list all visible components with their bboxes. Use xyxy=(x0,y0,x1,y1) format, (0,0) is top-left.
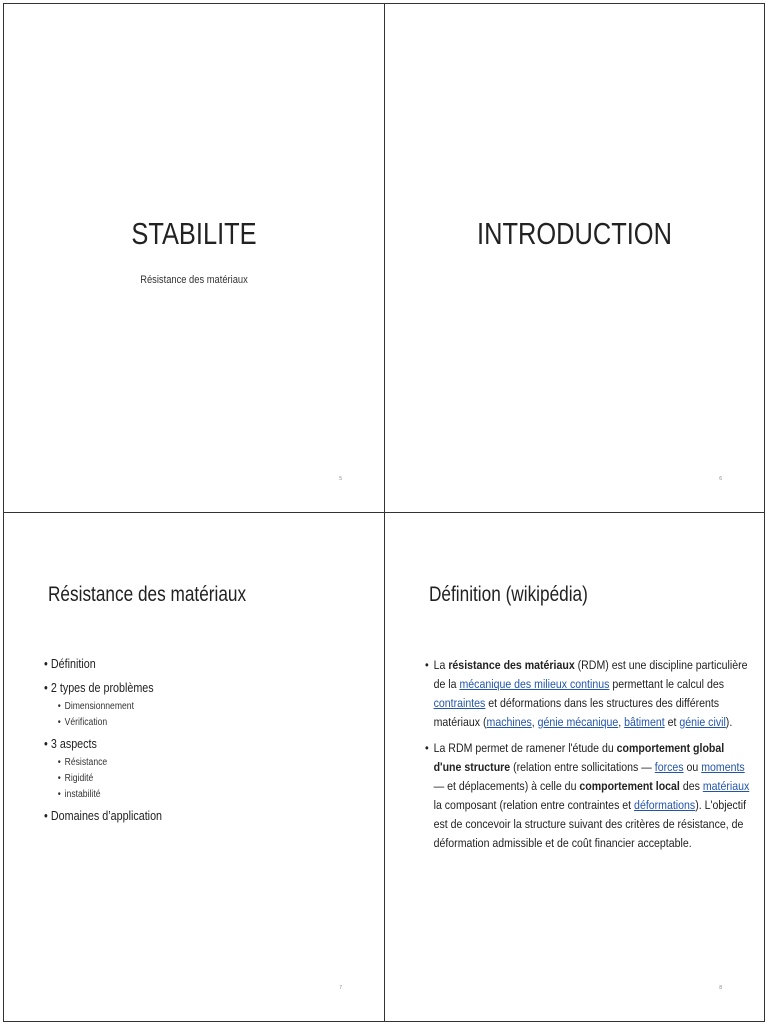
outline-subitem: • Résistance xyxy=(44,757,319,768)
slide-title: INTRODUCTION xyxy=(477,216,672,251)
outline-item: • 2 types de problèmes xyxy=(44,681,319,695)
slide-outline xyxy=(3,512,385,1022)
slide-number: 7 xyxy=(339,985,342,991)
text-run: et xyxy=(664,715,680,729)
slide-title-stabilite xyxy=(3,3,385,513)
text-run: la composant (relation entre contraintes et xyxy=(433,798,635,812)
text-run: ). L'objectif est de concevoir la structure suivant des critères de résistance, de déformation admissible et de coût financier acceptable. xyxy=(433,798,747,850)
outline-subitem: • Dimensionnement xyxy=(44,701,319,712)
slide-title: Résistance des matériaux xyxy=(48,583,247,606)
bold-term: comportement global d'une structure xyxy=(433,741,725,774)
link-contraintes[interactable]: contraintes xyxy=(433,696,486,710)
text-run: La RDM permet de ramener l'étude du xyxy=(433,741,617,755)
slide-subtitle: Résistance des matériaux xyxy=(140,274,248,286)
link-batiment[interactable]: bâtiment xyxy=(624,715,665,729)
slide-number: 8 xyxy=(719,985,722,991)
text-run: (relation entre sollicitations — xyxy=(510,760,655,774)
slide-number: 5 xyxy=(339,476,342,482)
text-run: (RDM) est une discipline particulière de la xyxy=(433,658,748,691)
text-run: , xyxy=(618,715,625,729)
link-genie-civil[interactable]: génie civil xyxy=(679,715,726,729)
outline-subitem: • Rigidité xyxy=(44,773,319,784)
slide-definition xyxy=(384,512,765,1022)
text-run: — et déplacements) à celle du xyxy=(433,779,580,793)
outline-item: • Domaines d’application xyxy=(44,809,319,823)
outline-item: • Définition xyxy=(44,657,319,671)
link-mecanique-milieux-continus[interactable]: mécanique des milieux continus xyxy=(459,677,610,691)
slide-number: 6 xyxy=(719,476,722,482)
slide-introduction xyxy=(384,3,765,513)
text-run: permettant le calcul des xyxy=(609,677,725,691)
outline-subitem: • instabilité xyxy=(44,789,319,800)
bold-term: résistance des matériaux xyxy=(448,658,575,672)
outline-list xyxy=(44,657,364,823)
link-deformations[interactable]: déformations xyxy=(634,798,696,812)
definition-paragraph xyxy=(425,739,752,853)
text-run: ). xyxy=(725,715,733,729)
link-materiaux[interactable]: matériaux xyxy=(702,779,750,793)
text-run: des xyxy=(679,779,703,793)
text-run: , xyxy=(531,715,538,729)
slide-title: STABILITE xyxy=(131,216,257,251)
bold-term: comportement local xyxy=(579,779,680,793)
text-run: ou xyxy=(683,760,702,774)
link-genie-mecanique[interactable]: génie mécanique xyxy=(537,715,619,729)
slide-title: Définition (wikipédia) xyxy=(429,583,588,606)
link-forces[interactable]: forces xyxy=(654,760,684,774)
link-machines[interactable]: machines xyxy=(486,715,532,729)
outline-item: • 3 aspects xyxy=(44,737,319,751)
definition-paragraph xyxy=(425,656,752,732)
text-run: La xyxy=(433,658,449,672)
link-moments[interactable]: moments xyxy=(701,760,745,774)
definition-body xyxy=(425,656,752,853)
text-run: et déformations dans les structures des différents matériaux ( xyxy=(433,696,720,729)
outline-subitem: • Vérification xyxy=(44,717,319,728)
